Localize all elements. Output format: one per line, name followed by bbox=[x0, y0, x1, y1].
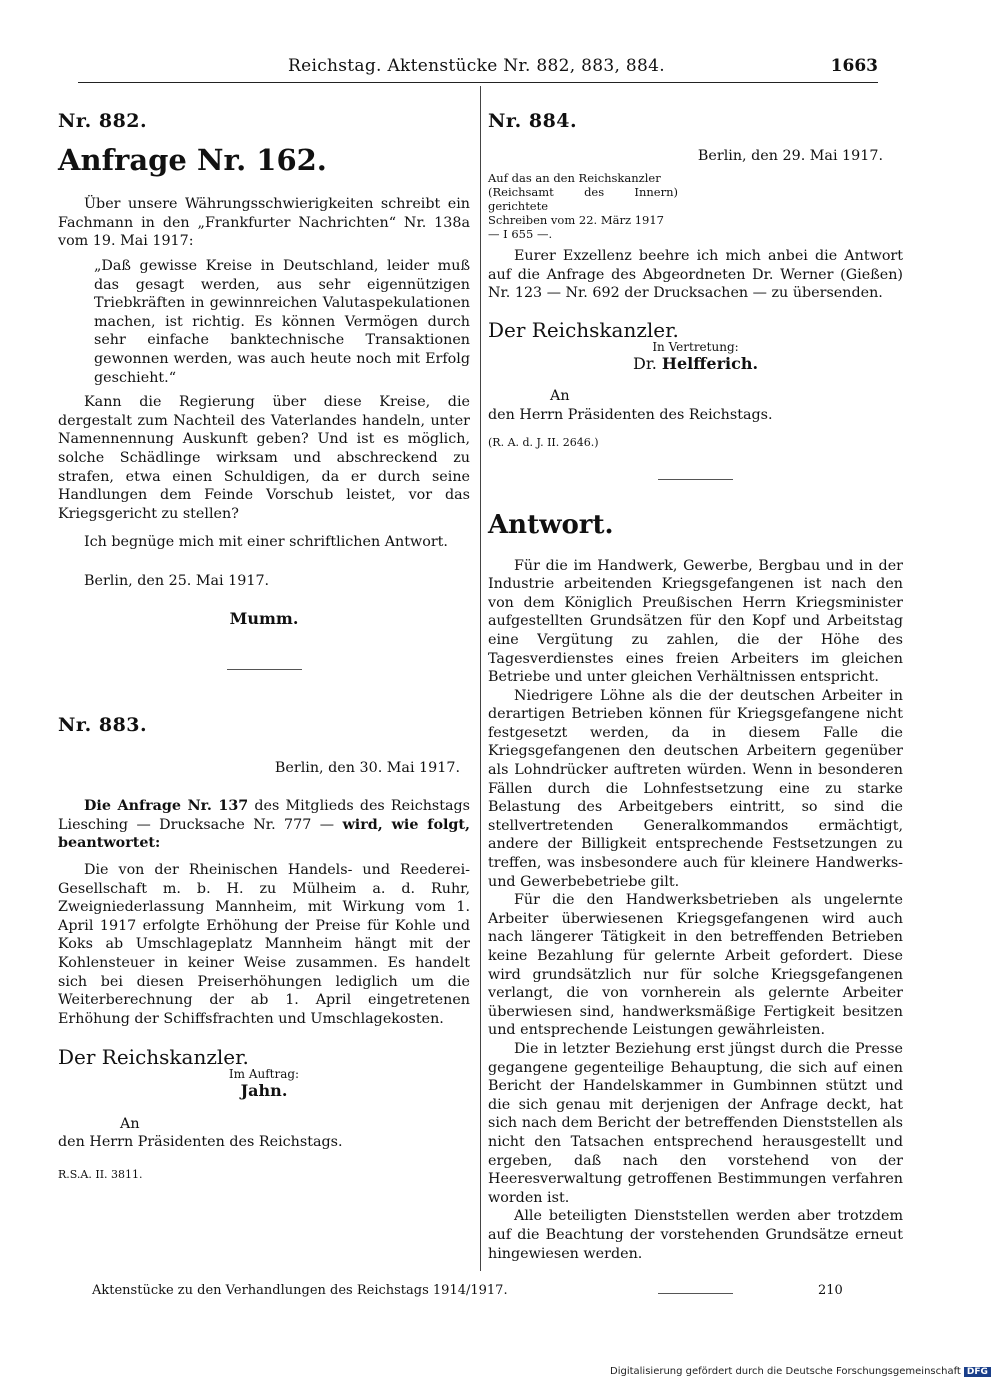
anfrage-date: Berlin, den 25. Mai 1917. bbox=[84, 572, 270, 589]
note-line: — I 655 —. bbox=[488, 227, 553, 242]
page-number: 1663 bbox=[830, 56, 878, 76]
answer-intro-tail: wird, wie folgt, beantwortet: bbox=[58, 816, 470, 852]
running-title: Reichstag. Aktenstücke Nr. 882, 883, 884. bbox=[288, 56, 665, 76]
separator bbox=[658, 1293, 733, 1294]
note-line: Schreiben vom 22. März 1917 bbox=[488, 213, 664, 228]
column-divider bbox=[480, 86, 481, 1271]
reference-number: R.S.A. II. 3811. bbox=[58, 1167, 143, 1181]
signatory-prefix: Dr. bbox=[632, 353, 662, 373]
dfg-logo: DFG bbox=[964, 1367, 991, 1377]
addressee-an: An bbox=[120, 1115, 140, 1132]
document-number-882: Nr. 882. bbox=[58, 110, 148, 132]
antwort-paragraph: Die in letzter Beziehung erst jüngst durch die Presse gegangene gegenteilige Behauptung, die sich auf einen Bericht der Handelskammer in Gumbinnen stützt und die sich genau mit derjenigen der Anfrage deckt, hat sich nach dem Bericht der betreffenden Dienststellen als nicht den Tatsachen entsprechend herausgestellt und ergeben, daß nach den vorstehend von der Heeresverwaltung getroffenen Bestimmungen verfahren worden ist. bbox=[488, 1040, 903, 1206]
antwort-paragraph: Alle beteiligten Dienststellen werden aber trotzdem auf die Beachtung der vorstehenden Grundsätze erneut hingewiesen werden. bbox=[488, 1208, 903, 1262]
signatory-title: Der Reichskanzler. bbox=[58, 1045, 249, 1070]
left-column bbox=[58, 86, 470, 1184]
signatory-surname: Helfferich. bbox=[661, 353, 759, 373]
footer-title: Aktenstücke zu den Verhandlungen des Reichstags 1914/1917. bbox=[92, 1283, 508, 1298]
signatory-name: Jahn. bbox=[240, 1080, 288, 1100]
reference-number: (R. A. d. J. II. 2646.) bbox=[488, 436, 599, 450]
document-number-883: Nr. 883. bbox=[58, 714, 148, 737]
answer-intro-ref: Die Anfrage Nr. 137 bbox=[84, 798, 249, 815]
anfrage-question: Kann die Regierung über diese Kreise, die dergestalt zum Nachteil des Vaterlandes handeln, unter Namennennung Auskunft geben? Und ist es möglich, solche Schädlinge wirksam und abschreckend zu strafen, etwa einen Schuldigen, da er durch seine Handlungen dem Feinde Vorschub leistet, vor das Kriegsgericht zu stellen? bbox=[58, 394, 470, 522]
im-auftrag-label: Im Auftrag: bbox=[228, 1066, 300, 1081]
anfrage-intro: Über unsere Währungsschwierigkeiten schreibt ein Fachmann in den „Frankfurter Nachrichten“ Nr. 138a vom 19. Mai 1917: bbox=[58, 196, 470, 250]
dfg-credit-text: Digitalisierung gefördert durch die Deutsche Forschungsgemeinschaft bbox=[610, 1366, 961, 1377]
cover-letter-body: Eurer Exzellenz beehre ich mich anbei die Antwort auf die Anfrage des Abgeordneten Dr. Werner (Gießen) Nr. 123 — Nr. 692 der Drucksachen — zu übersenden. bbox=[488, 248, 903, 302]
marginal-note bbox=[488, 171, 678, 241]
note-line: Auf das an den Reichskanzler bbox=[488, 171, 661, 186]
antwort-paragraph: Niedrigere Löhne als die der deutschen Arbeiter in derartigen Betrieben können für Kriegsgefangene nicht festgesetzt werden, da in diesem Falle die Kriegsgefangenen den deutschen Arbeitern gegenüber als Lohndrücker auftreten würden. Wenn in besonderen Fällen durch die Lohnfestsetzung eine zu starke Belastung des Arbeitgebers eintritt, so sind die stellvertretenden Generalkommandos ermächtigt, andere der Billigkeit entsprechende Festsetzungen zu treffen, was insbesondere auch für kleinere Handwerks- und Gewerbebetriebe gilt. bbox=[488, 687, 903, 890]
letter-date: Berlin, den 29. Mai 1917. bbox=[697, 147, 883, 164]
dfg-credit bbox=[610, 1366, 991, 1377]
addressee: den Herrn Präsidenten des Reichstags. bbox=[58, 1134, 343, 1151]
antwort-paragraph: Für die den Handwerksbetrieben als ungelernte Arbeiter überwiesenen Kriegsgefangenen wird auch nach längerer Tätigkeit in den betreffenden Betrieben keine Bezahlung für gelernte Arbeit gefordert. Diese wird grundsätzlich nur für solche Kriegsgefangenen verlangt, die von vornherein als gelernte Arbeiter überwiesen sind, handwerksmäßige Fertigkeit besitzen und entsprechende Leistungen gewährleisten. bbox=[488, 892, 903, 1039]
antwort-heading: Antwort. bbox=[488, 509, 614, 540]
addressee: den Herrn Präsidenten des Reichstags. bbox=[488, 406, 773, 423]
answer-intro bbox=[58, 797, 470, 853]
anfrage-quote: „Daß gewisse Kreise in Deutschland, leider muß das gesagt werden, aus sehr eigennützigen Triebkräften in gewinnreichen Valutaspekulationen machen, ist richtig. Es können Vermögen durch sehr einfache banktechnische Transaktionen gewonnen werden, was auch heute noch mit Erfolg geschieht.“ bbox=[94, 257, 470, 386]
anfrage-signature: Mumm. bbox=[229, 609, 299, 629]
document-number-884: Nr. 884. bbox=[488, 110, 578, 132]
running-header bbox=[78, 52, 878, 83]
addressee-an: An bbox=[550, 388, 570, 405]
answer-body: Die von der Rheinischen Handels- und Reederei-Gesellschaft m. b. H. zu Mülheim a. d. Ruhr, Zweigniederlassung Mannheim, mit Wirkung vom 1. April 1917 erfolgte Erhöhung der Preise für Kohle und Koks ab Umschlageplatz Mannheim hängt mit der Kohlensteuer in keiner Weise zusammen. Es handelt sich bei diesen Preiserhöhungen lediglich um die Weiterberechnung der ab 1. April eingetretenen Erhöhung der Schiffsfrachten und Umschlagekosten. bbox=[58, 862, 470, 1027]
answer-intro-text: des Mitglieds des Reichstags Liesching — Drucksache Nr. 777 — bbox=[58, 798, 471, 833]
signatory-name bbox=[488, 355, 903, 374]
signatory-title: Der Reichskanzler. bbox=[488, 317, 679, 342]
note-line: (Reichsamt des Innern) gerichtete bbox=[488, 185, 678, 214]
in-vertretung-label: In Vertretung: bbox=[652, 339, 739, 354]
sheet-number: 210 bbox=[818, 1283, 843, 1298]
antwort-paragraph: Für die im Handwerk, Gewerbe, Bergbau und in der Industrie arbeitenden Kriegsgefangenen ist nach den von dem Königlich Preußischen Herrn Kriegsminister aufgestellten Grundsätzen für den Kopf und Arbeitstag eine Vergütung zu zahlen, die der Höhe des Tagesverdienstes eines freien Arbeiters im gleichen Betriebe und unter gleichen Verhältnissen entspricht. bbox=[488, 557, 903, 686]
anfrage-closing: Ich begnüge mich mit einer schriftlichen Antwort. bbox=[84, 534, 448, 551]
right-column bbox=[488, 86, 903, 1294]
letter-date: Berlin, den 30. Mai 1917. bbox=[274, 759, 460, 776]
anfrage-heading: Anfrage Nr. 162. bbox=[58, 142, 327, 177]
